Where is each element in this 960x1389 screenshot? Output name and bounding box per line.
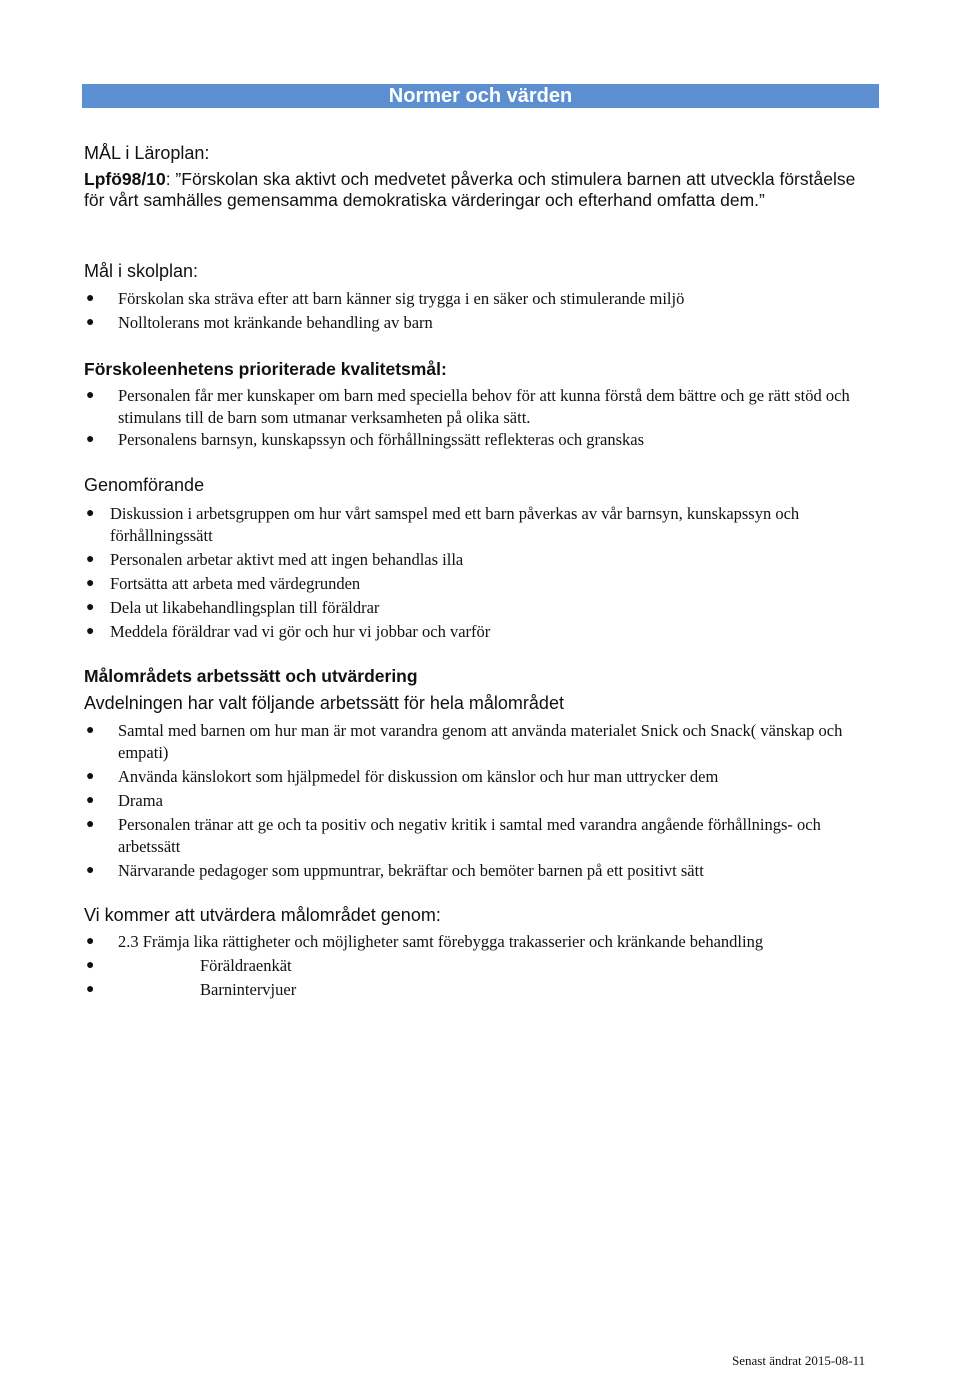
bullet-icon: ● bbox=[86, 432, 95, 447]
bullet-icon: ● bbox=[86, 863, 95, 878]
laroplan-heading: MÅL i Läroplan: bbox=[84, 143, 210, 163]
list-item: ● Barnintervjuer bbox=[86, 980, 297, 999]
skolplan-heading: Mål i skolplan: bbox=[84, 261, 199, 281]
list-item: ● Samtal med barnen om hur man är mot varandra genom att använda materialet Snick och Snack( vänskap och empati) bbox=[86, 721, 843, 762]
list-item: ● Personalen arbetar aktivt med att ingen behandlas illa bbox=[86, 550, 464, 569]
list-item: ● Föräldraenkät bbox=[86, 956, 292, 975]
list-item: ● Fortsätta att arbeta med värdegrunden bbox=[86, 574, 361, 593]
lpfo-text: : ”Förskolan ska aktivt och medvetet påverka och stimulera barnen att utveckla förståelse för vårt samhälles gemensamma demokratiska värderingar och efterhand omfatta dem.” bbox=[84, 169, 856, 210]
arbetssatt-subheading: Avdelningen har valt följande arbetssätt för hela målområdet bbox=[84, 693, 564, 713]
genomforande-list bbox=[84, 503, 870, 643]
lpfo-label: Lpfö98/10 bbox=[84, 169, 166, 189]
bullet-icon: ● bbox=[86, 388, 95, 403]
bullet-icon: ● bbox=[86, 934, 95, 949]
bullet-icon: ● bbox=[86, 600, 95, 615]
kvalitet-heading: Förskoleenhetens prioriterade kvalitetsmål: bbox=[84, 359, 447, 379]
list-item: ● Drama bbox=[86, 791, 163, 810]
list-item: ● Personalen får mer kunskaper om barn med speciella behov för att kunna förstå dem bättre och ge rätt stöd och stimulans till de barn som utmanar verksamheten på olika sätt. bbox=[86, 386, 850, 427]
bullet-icon: ● bbox=[86, 315, 95, 330]
lpfo-paragraph bbox=[84, 169, 874, 211]
bullet-icon: ● bbox=[86, 793, 95, 808]
bullet-icon: ● bbox=[86, 552, 95, 567]
list-item: ● Personalens barnsyn, kunskapssyn och förhållningssätt reflekteras och granskas bbox=[86, 430, 645, 449]
bullet-icon: ● bbox=[86, 624, 95, 639]
bullet-icon: ● bbox=[86, 958, 95, 973]
last-modified-footer: Senast ändrat 2015-08-11 bbox=[732, 1353, 866, 1368]
kvalitet-list bbox=[84, 385, 878, 451]
list-item: ● Meddela föräldrar vad vi gör och hur vi jobbar och varför bbox=[86, 622, 491, 641]
bullet-icon: ● bbox=[86, 506, 95, 521]
list-item: ● Personalen tränar att ge och ta positiv och negativ kritik i samtal med varandra angående förhållnings- och arbetssätt bbox=[86, 815, 821, 856]
bullet-icon: ● bbox=[86, 817, 95, 832]
arbetssatt-heading: Målområdets arbetssätt och utvärdering bbox=[84, 666, 418, 686]
list-item: ● Nolltolerans mot kränkande behandling av barn bbox=[86, 313, 433, 332]
bullet-icon: ● bbox=[86, 291, 95, 306]
list-item: ● Diskussion i arbetsgruppen om hur vårt samspel med ett barn påverkas av vår barnsyn, kunskapssyn och förhållningssätt bbox=[86, 504, 800, 545]
utvardering-list bbox=[84, 931, 908, 1001]
skolplan-list bbox=[84, 288, 878, 334]
list-item: ● Använda känslokort som hjälpmedel för diskussion om känslor och hur man uttrycker dem bbox=[86, 767, 719, 786]
bullet-icon: ● bbox=[86, 576, 95, 591]
list-item: ● Dela ut likabehandlingsplan till föräldrar bbox=[86, 598, 380, 617]
genomforande-heading: Genomförande bbox=[84, 475, 205, 495]
bullet-icon: ● bbox=[86, 769, 95, 784]
list-item: ● 2.3 Främja lika rättigheter och möjligheter samt förebygga trakasserier och kränkande behandling bbox=[86, 932, 764, 951]
bullet-icon: ● bbox=[86, 723, 95, 738]
bullet-icon: ● bbox=[86, 982, 95, 997]
utvardering-heading: Vi kommer att utvärdera målområdet genom: bbox=[84, 905, 441, 925]
section-banner: Normer och värden bbox=[82, 84, 879, 108]
list-item: ● Närvarande pedagoger som uppmuntrar, bekräftar och bemöter barnen på ett positivt sätt bbox=[86, 861, 704, 880]
list-item: ● Förskolan ska sträva efter att barn känner sig trygga i en säker och stimulerande miljö bbox=[86, 289, 685, 308]
arbetssatt-list bbox=[84, 720, 878, 882]
